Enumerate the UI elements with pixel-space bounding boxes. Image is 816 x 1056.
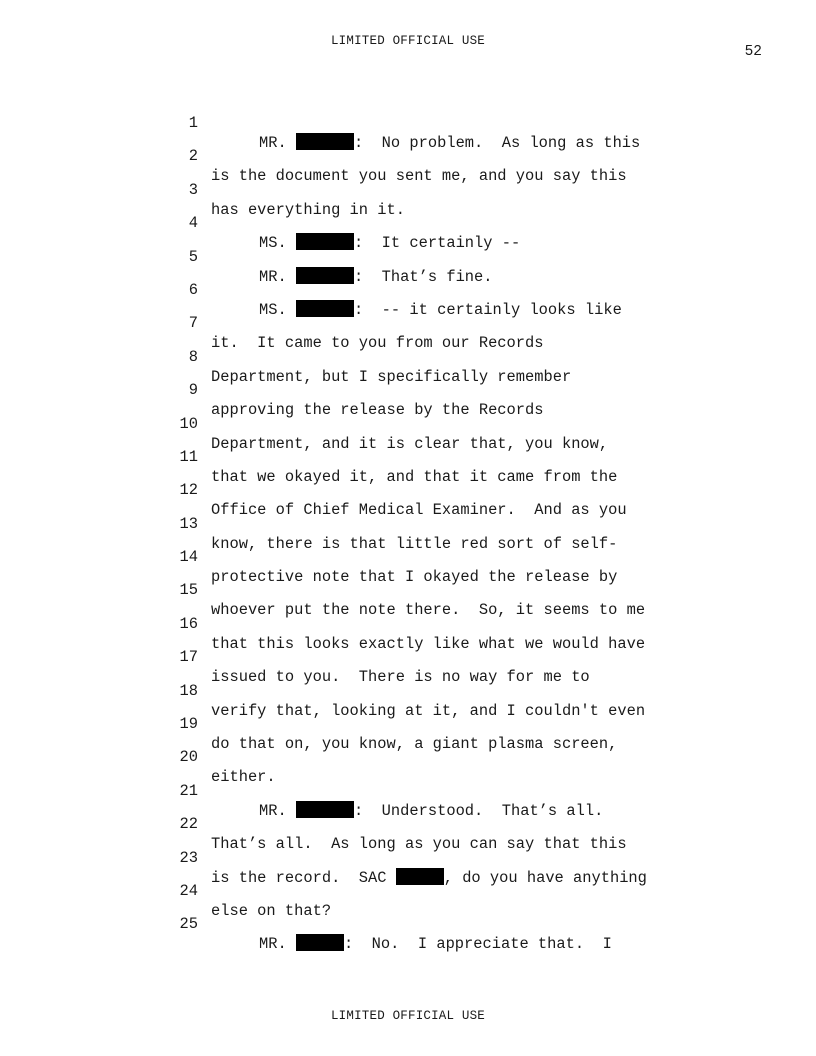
transcript-line xyxy=(0,93,816,152)
transcript-line xyxy=(0,761,816,820)
line-lead: is the record. SAC xyxy=(211,868,396,887)
line-number: 24 xyxy=(179,881,198,900)
line-remainder: : No problem. As long as this xyxy=(353,134,641,152)
transcript-line xyxy=(0,460,816,520)
line-text: is the document you sent me, and you say this xyxy=(211,167,627,186)
line-number: 20 xyxy=(179,748,198,767)
line-text: know, there is that little red sort of self- xyxy=(211,534,618,553)
line-text: do that on, you know, a giant plasma screen, xyxy=(211,735,618,754)
line-number: 19 xyxy=(179,715,198,734)
transcript-line xyxy=(0,260,816,319)
transcript-line xyxy=(0,661,816,720)
transcript-line xyxy=(0,427,816,486)
transcript-line xyxy=(0,360,816,420)
transcript-line xyxy=(0,861,816,920)
page-number: 52 xyxy=(744,44,762,60)
transcript-line xyxy=(0,494,816,553)
line-number: 8 xyxy=(188,347,198,366)
line-number: 11 xyxy=(179,447,198,466)
line-number: 23 xyxy=(179,848,198,867)
transcript-line xyxy=(0,327,816,386)
line-text: Department, and it is clear that, you know, xyxy=(211,434,609,453)
line-text: protective note that I okayed the release by xyxy=(211,568,618,587)
line-number: 7 xyxy=(188,314,198,333)
line-text: Department, but I specifically remember xyxy=(211,367,572,386)
line-remainder: : Understood. That’s all. xyxy=(353,801,604,820)
line-number: 18 xyxy=(179,681,198,700)
speaker-title: MR. xyxy=(259,267,287,286)
footer-banner: LIMITED OFFICIAL USE xyxy=(330,1009,486,1023)
line-text: else on that? xyxy=(211,901,332,920)
transcript-line xyxy=(0,594,816,653)
line-number: 25 xyxy=(179,915,198,934)
transcript-line xyxy=(0,894,816,954)
header-banner: LIMITED OFFICIAL USE xyxy=(330,34,486,48)
line-text: Office of Chief Medical Examiner. And as you xyxy=(211,501,627,520)
speaker-title: MR. xyxy=(259,935,287,954)
transcript-line xyxy=(0,126,816,186)
line-number: 1 xyxy=(188,114,198,132)
line-text: has everything in it. xyxy=(211,200,405,219)
line-number: 12 xyxy=(179,481,198,500)
line-text: That’s all. As long as you can say that this xyxy=(211,835,627,854)
transcript-line xyxy=(0,394,816,453)
line-remainder: , do you have anything xyxy=(443,868,647,887)
line-number: 22 xyxy=(179,815,198,834)
line-number: 14 xyxy=(179,548,198,567)
line-text: either. xyxy=(211,768,276,787)
transcript-line xyxy=(0,160,816,219)
line-number: 17 xyxy=(179,648,198,667)
speaker-title: MR. xyxy=(259,801,287,820)
line-text: approving the release by the Records xyxy=(211,401,544,420)
speaker-title: MS. xyxy=(259,300,287,319)
transcript-body xyxy=(0,93,816,954)
transcript-line xyxy=(0,694,816,754)
transcript-line xyxy=(0,560,816,620)
redaction-box xyxy=(296,934,344,951)
line-number: 16 xyxy=(179,614,198,633)
speaker-title: MS. xyxy=(259,234,287,253)
transcript-line xyxy=(0,627,816,687)
line-number: 15 xyxy=(179,581,198,600)
transcript-line xyxy=(0,193,816,253)
transcript-line xyxy=(0,293,816,353)
line-number: 10 xyxy=(179,414,198,433)
line-number: 13 xyxy=(179,514,198,533)
transcript-line xyxy=(0,727,816,787)
line-text: verify that, looking at it, and I couldn't even xyxy=(211,701,646,720)
line-text: whoever put the note there. So, it seems to me xyxy=(211,601,646,620)
speaker-title: MR. xyxy=(259,134,287,152)
line-remainder: : It certainly -- xyxy=(353,234,521,253)
line-number: 4 xyxy=(188,214,198,233)
line-remainder: : -- it certainly looks like xyxy=(353,300,622,319)
transcript-line xyxy=(0,527,816,587)
line-number: 9 xyxy=(188,381,198,400)
line-number: 6 xyxy=(188,280,198,299)
line-text xyxy=(259,934,612,954)
line-text: that we okayed it, and that it came from the xyxy=(211,467,618,486)
line-text: issued to you. There is no way for me to xyxy=(211,668,590,687)
transcript-line xyxy=(0,227,816,286)
line-number: 5 xyxy=(188,247,198,266)
line-number: 21 xyxy=(179,781,198,800)
transcript-line xyxy=(0,794,816,854)
line-remainder: : That’s fine. xyxy=(353,267,493,286)
line-remainder: : No. I appreciate that. I xyxy=(343,935,612,954)
line-text: it. It came to you from our Records xyxy=(211,334,544,353)
line-number: 3 xyxy=(188,180,198,199)
line-text: that this looks exactly like what we would have xyxy=(211,634,646,653)
line-number: 2 xyxy=(188,147,198,166)
transcript-line xyxy=(0,828,816,887)
